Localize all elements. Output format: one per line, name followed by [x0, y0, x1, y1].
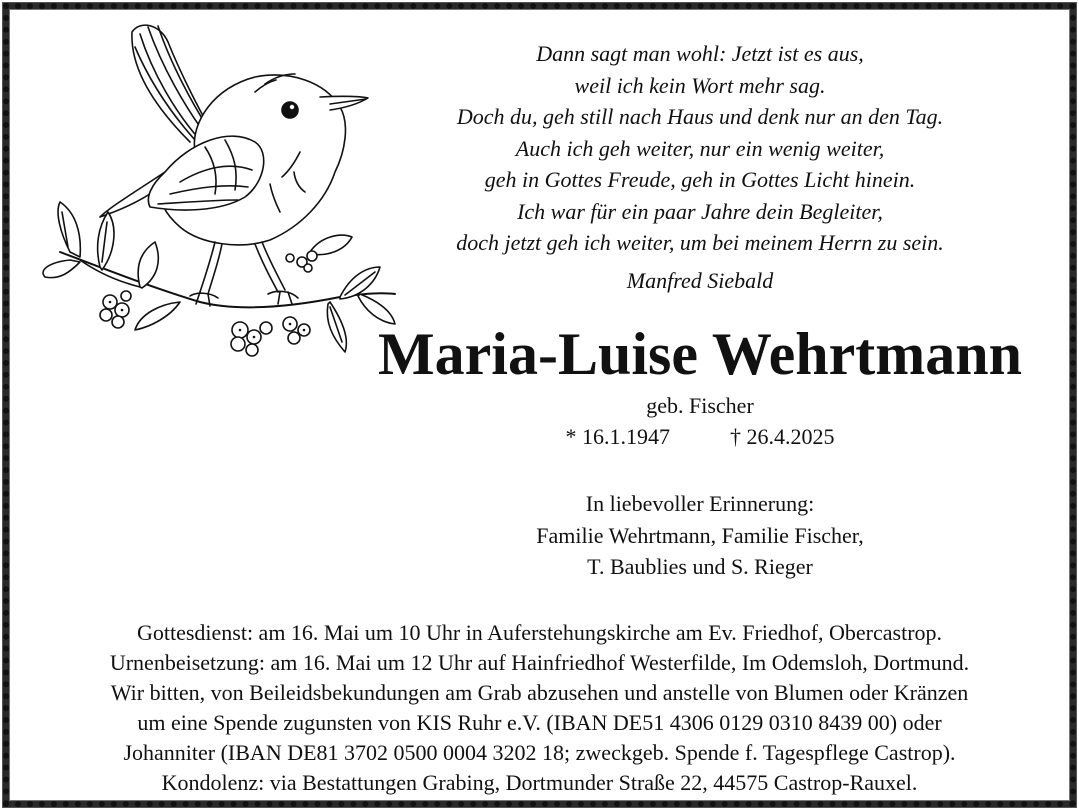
poem-line: Doch du, geh still nach Haus und denk nur an den Tag. [456, 104, 944, 129]
death-date: † 26.4.2025 [730, 424, 835, 449]
mourners-line: In liebevoller Erinnerung: [585, 491, 815, 516]
details-line: Kondolenz: via Bestattungen Grabing, Dortmunder Straße 22, 44575 Castrop-Rauxel. [161, 770, 918, 795]
service-details [0, 618, 1079, 798]
details-line: Urnenbeisetzung: am 16. Mai um 12 Uhr auf Hainfriedhof Westerfilde, Im Odemsloh, Dortmund. [109, 650, 970, 675]
birth-name: geb. Fischer [646, 393, 754, 418]
poem [395, 38, 1005, 259]
birth-date: * 16.1.1947 [565, 424, 670, 449]
mourners [400, 488, 1000, 583]
poem-line: doch jetzt geh ich weiter, um bei meinem Herrn zu sein. [456, 230, 944, 255]
poem-line: weil ich kein Wort mehr sag. [574, 72, 826, 98]
details-line: Gottesdienst: am 16. Mai um 10 Uhr in Auferstehungskirche am Ev. Friedhof, Obercastrop. [136, 620, 943, 645]
mourners-line: Familie Wehrtmann, Familie Fischer, [536, 522, 864, 548]
poem-line: Auch ich geh weiter, nur ein wenig weiter, [515, 135, 885, 161]
deceased-name: Maria-Luise Wehrtmann [378, 321, 1022, 387]
poem-line: Ich war für ein paar Jahre dein Begleiter, [517, 198, 883, 224]
details-line: Johanniter (IBAN DE81 3702 0500 0004 3202 18; zweckgeb. Spende f. Tagespflege Castrop). [123, 740, 956, 765]
poem-line: geh in Gottes Freude, geh in Gottes Licht hinein. [484, 167, 916, 192]
life-dates [400, 424, 1000, 450]
mourners-line: T. Baublies und S. Rieger [587, 554, 813, 579]
poem-author: Manfred Siebald [626, 268, 774, 293]
poem-line: Dann sagt man wohl: Jetzt ist es aus, [536, 41, 864, 66]
details-line: Wir bitten, von Beileidsbekundungen am Grab abzusehen und anstelle von Blumen oder Kränzen [110, 680, 969, 705]
details-line: um eine Spende zugunsten von KIS Ruhr e.V. (IBAN DE51 4306 0129 0310 8439 00) oder [137, 710, 942, 735]
